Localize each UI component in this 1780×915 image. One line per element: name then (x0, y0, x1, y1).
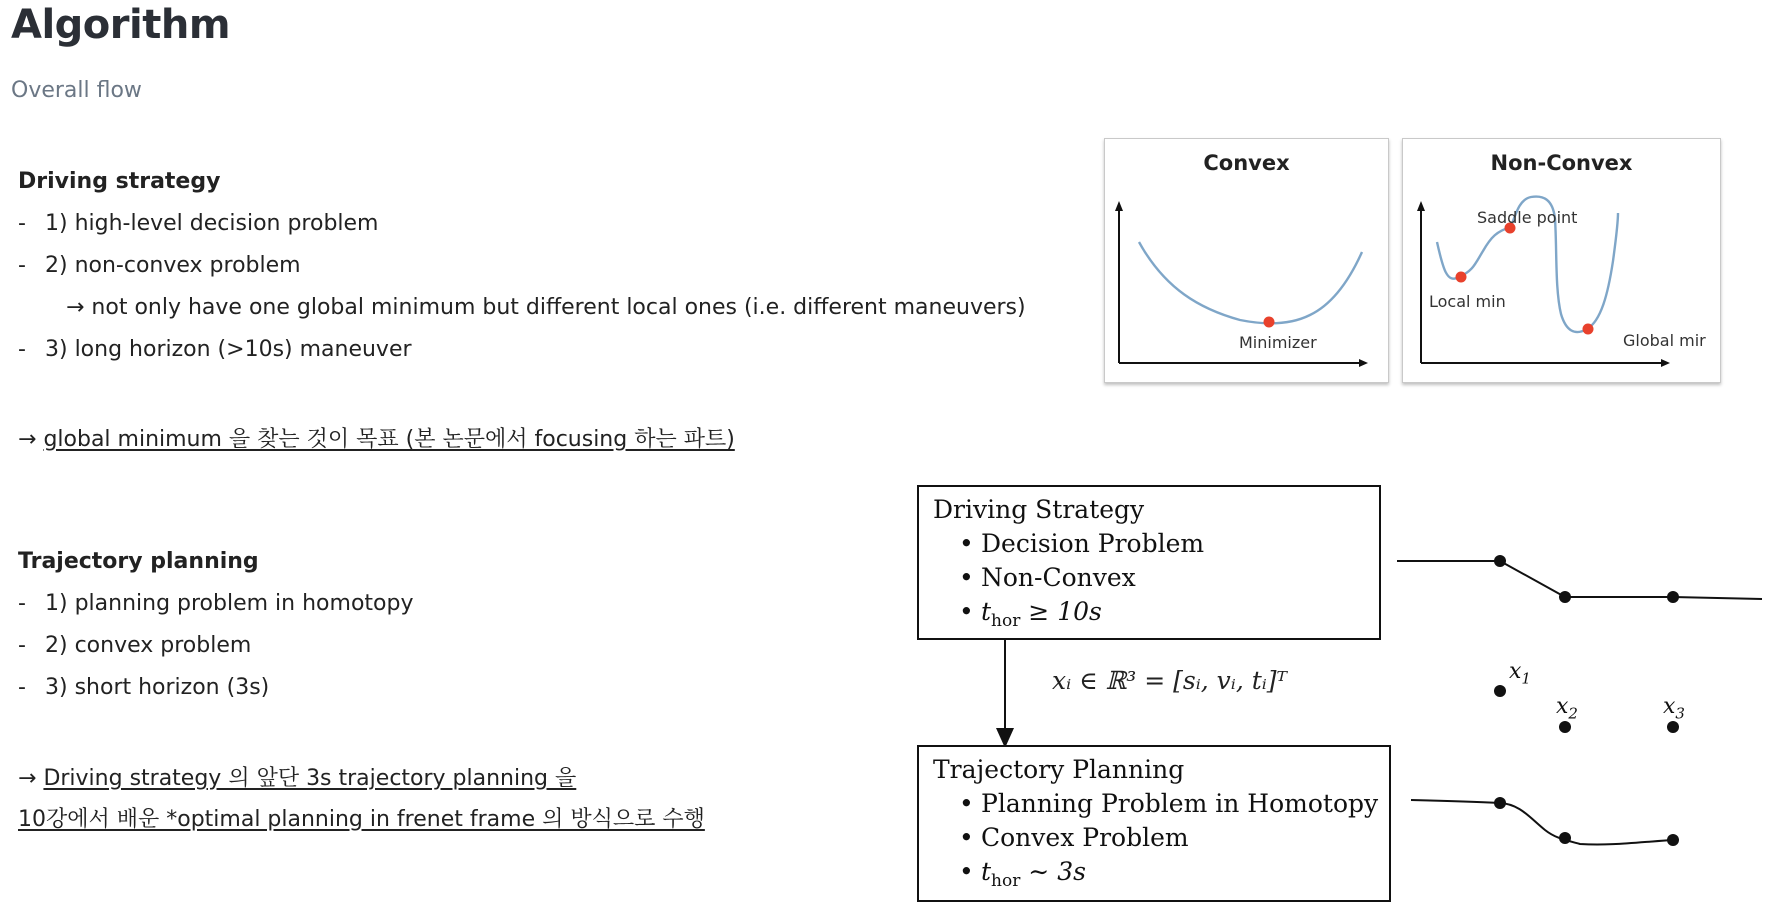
bullet-dash: - (18, 591, 26, 616)
box-item (959, 595, 1204, 638)
minimizer-label: Minimizer (1239, 333, 1317, 352)
bullet-dash: - (18, 211, 26, 236)
x3-label: $x_3$ (1663, 694, 1685, 723)
strategy-node (1494, 555, 1506, 567)
box-item: • Convex Problem (959, 821, 1378, 855)
x2-label: $x_2$ (1556, 694, 1578, 723)
driving-strategy-note: → not only have one global minimum but different local ones (i.e. different maneuvers) (66, 295, 1026, 320)
horizon-relation: ∼ 3s (1020, 857, 1086, 886)
horizon-subscript: hor (991, 871, 1021, 891)
box-list (959, 787, 1378, 898)
bullet-dash: - (18, 253, 26, 278)
page-subtitle: Overall flow (11, 78, 142, 103)
item-text: 1) planning problem in homotopy (45, 591, 414, 616)
bullet-dash: - (18, 337, 26, 362)
x1-label: $x_1$ (1509, 659, 1531, 688)
box-item: • Non-Convex (959, 561, 1204, 595)
driving-strategy-heading: Driving strategy (18, 169, 221, 194)
item-text: 2) non-convex problem (45, 253, 301, 278)
state-point-x1 (1494, 685, 1506, 697)
driving-strategy-box (917, 485, 1381, 640)
conclusion-text: 10강에서 배운 *optimal planning in frenet frame 의 방식으로 수행 (18, 807, 705, 832)
bullet-dash: - (18, 633, 26, 658)
trajectory-planning-heading: Trajectory planning (18, 549, 259, 574)
strategy-trajectory-line (1397, 561, 1762, 599)
trajectory-node (1494, 797, 1506, 809)
item-text: 1) high-level decision problem (45, 211, 379, 236)
box-title: Driving Strategy (933, 495, 1145, 524)
saddle-label: Saddle point (1477, 208, 1578, 227)
global-min-label: Global mir (1623, 331, 1706, 350)
item-text: 3) short horizon (3s) (45, 675, 270, 700)
box-list (959, 527, 1204, 638)
nonconvex-title: Non-Convex (1490, 151, 1633, 175)
horizon-symbol: t (981, 597, 992, 626)
local-min-label: Local min (1429, 292, 1506, 311)
horizon-subscript: hor (991, 611, 1021, 631)
conclusion-text: Driving strategy 의 앞단 3s trajectory planning 을 (43, 766, 577, 791)
trajectory-node (1667, 834, 1679, 846)
arrow-icon: → (18, 427, 37, 452)
box-title: Trajectory Planning (933, 755, 1185, 784)
horizon-symbol: t (981, 857, 992, 886)
strategy-node (1667, 591, 1679, 603)
item-text: 3) long horizon (>10s) maneuver (45, 337, 412, 362)
item-text: 2) convex problem (45, 633, 252, 658)
page-title: Algorithm (11, 2, 230, 48)
strategy-node (1559, 591, 1571, 603)
horizon-relation: ≥ 10s (1020, 597, 1102, 626)
trajectory-planning-box (917, 745, 1391, 902)
box-item (959, 855, 1378, 898)
trajectory-node (1559, 832, 1571, 844)
planned-trajectory-line (1411, 800, 1673, 845)
state-equation: xᵢ ∈ ℝ³ = [sᵢ, vᵢ, tᵢ]ᵀ (1052, 666, 1288, 695)
conclusion-text: global minimum 을 찾는 것이 목표 (본 논문에서 focusing 하는 파트) (43, 427, 735, 452)
box-item: • Planning Problem in Homotopy (959, 787, 1378, 821)
convex-title: Convex (1203, 151, 1290, 175)
bullet-dash: - (18, 675, 26, 700)
state-point-x2 (1559, 721, 1571, 733)
state-point-x3 (1667, 721, 1679, 733)
arrow-icon: → (18, 766, 37, 791)
box-item: • Decision Problem (959, 527, 1204, 561)
